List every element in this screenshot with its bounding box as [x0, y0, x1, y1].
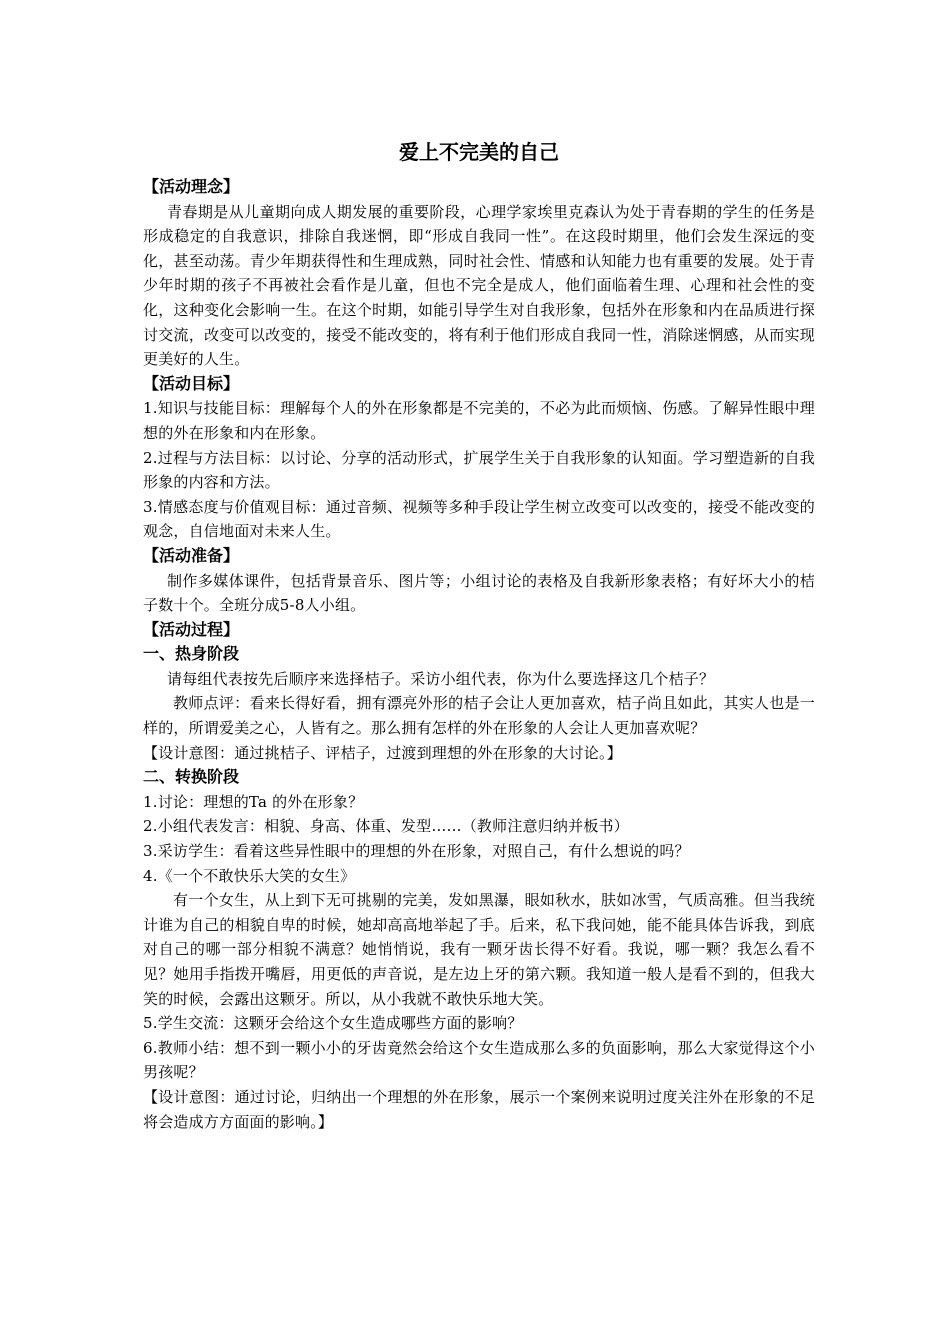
- transition-item-3: 3.采访学生：看着这些异性眼中的理想的外在形象，对照自己，有什么想说的吗？: [143, 842, 690, 861]
- heading-activity-concept: 【活动理念】: [143, 177, 240, 196]
- warmup-paragraph-1: 请每组代表按先后顺序来选择桔子。采访小组代表，你为什么要选择这几个桔子？: [167, 669, 715, 688]
- warmup-design-intent: 【设计意图：通过挑桔子、评桔子，过渡到理想的外在形象的大讨论。】: [143, 743, 622, 762]
- heading-activity-preparation: 【活动准备】: [143, 545, 240, 565]
- document-body: [143, 138, 815, 1134]
- heading-activity-process: 【活动过程】: [143, 619, 240, 639]
- transition-item-2: 2.小组代表发言：相貌、身高、体重、发型……（教师注意归纳并板书）: [143, 817, 629, 836]
- goal-item-2: 2.过程与方法目标：以讨论、分享的活动形式，扩展学生关于自我形象的认知面。学习塑造新的自我形象的内容和方法。: [143, 448, 815, 492]
- paragraph-preparation: 制作多媒体课件，包括背景音乐、图片等；小组讨论的表格及自我新形象表格；有好坏大小的桔子数十个。全班分成5-8人小组。: [143, 571, 815, 615]
- paragraph-activity-concept: 青春期是从儿童期向成人期发展的重要阶段，心理学家埃里克森认为处于青春期的学生的任务是形成稳定的自我意识，排除自我迷惘，即“形成自我同一性”。在这段时期里，他们会发生深远的变化，甚至动荡。青少年期获得性和生理成熟，同时社会性、情感和认知能力也有重要的发展。处于青少年时期的孩子不再被社会看作是儿童，但也不完全是成人，他们面临着生理、心理和社会性的变化，这种变化会影响一生。在这个时期，如能引导学生对自我形象，包括外在形象和内在品质进行探讨交流，改变可以改变的，接受不能改变的，将有利于他们形成自我同一性，消除迷惘感，从而实现更美好的人生。: [143, 202, 815, 369]
- stage-heading-transition: 二、转换阶段: [143, 767, 240, 787]
- goal-item-1: 1.知识与技能目标：理解每个人的外在形象都是不完美的，不必为此而烦恼、伤感。了解异性眼中理想的外在形象和内在形象。: [143, 399, 815, 442]
- document-title: 爱上不完美的自己: [399, 140, 559, 164]
- goal-item-3: 3.情感态度与价值观目标：通过音频、视频等多种手段让学生树立改变可以改变的，接受不能改变的观念，自信地面对未来人生。: [143, 497, 815, 541]
- transition-item-5: 5.学生交流：这颗牙会给这个女生造成哪些方面的影响？: [143, 1014, 523, 1033]
- story-paragraph: 有一个女生，从上到下无可挑剔的完美，发如黑瀑，眼如秋水，肤如冰雪，气质高雅。但当我统计谁为自己的相貌自卑的时候，她却高高地举起了手。后来，私下我问她，能不能具体告诉我，到底对自己的哪一部分相貌不满意？她悄悄说，我有一颗牙齿长得不好看。我说，哪一颗？我怎么看不见？她用手指拨开嘴唇，用更低的声音说，是左边上牙的第六颗。我知道一般人是看不到的，但我大笑的时候，会露出这颗牙。所以，从小我就不敢快乐地大笑。: [143, 891, 815, 1008]
- stage-heading-warmup: 一、热身阶段: [143, 644, 240, 664]
- transition-design-intent: 【设计意图：通过讨论，归纳出一个理想的外在形象，展示一个案例来说明过度关注外在形象的不足将会造成方方面面的影响。】: [143, 1087, 815, 1131]
- transition-item-1: 1.讨论：理想的Ta 的外在形象？: [143, 792, 364, 811]
- warmup-paragraph-2: 教师点评：看来长得好看，拥有漂亮外形的桔子会让人更加喜欢，桔子尚且如此，其实人也是一样的，所谓爱美之心，人皆有之。那么拥有怎样的外在形象的人会让人更加喜欢呢？: [143, 694, 815, 738]
- heading-activity-goals: 【活动目标】: [143, 373, 240, 393]
- transition-item-6: 6.教师小结：想不到一颗小小的牙齿竟然会给这个女生造成那么多的负面影响，那么大家觉得这个小男孩呢？: [143, 1038, 815, 1082]
- transition-item-4: 4.《一个不敢快乐大笑的女生》: [143, 866, 356, 885]
